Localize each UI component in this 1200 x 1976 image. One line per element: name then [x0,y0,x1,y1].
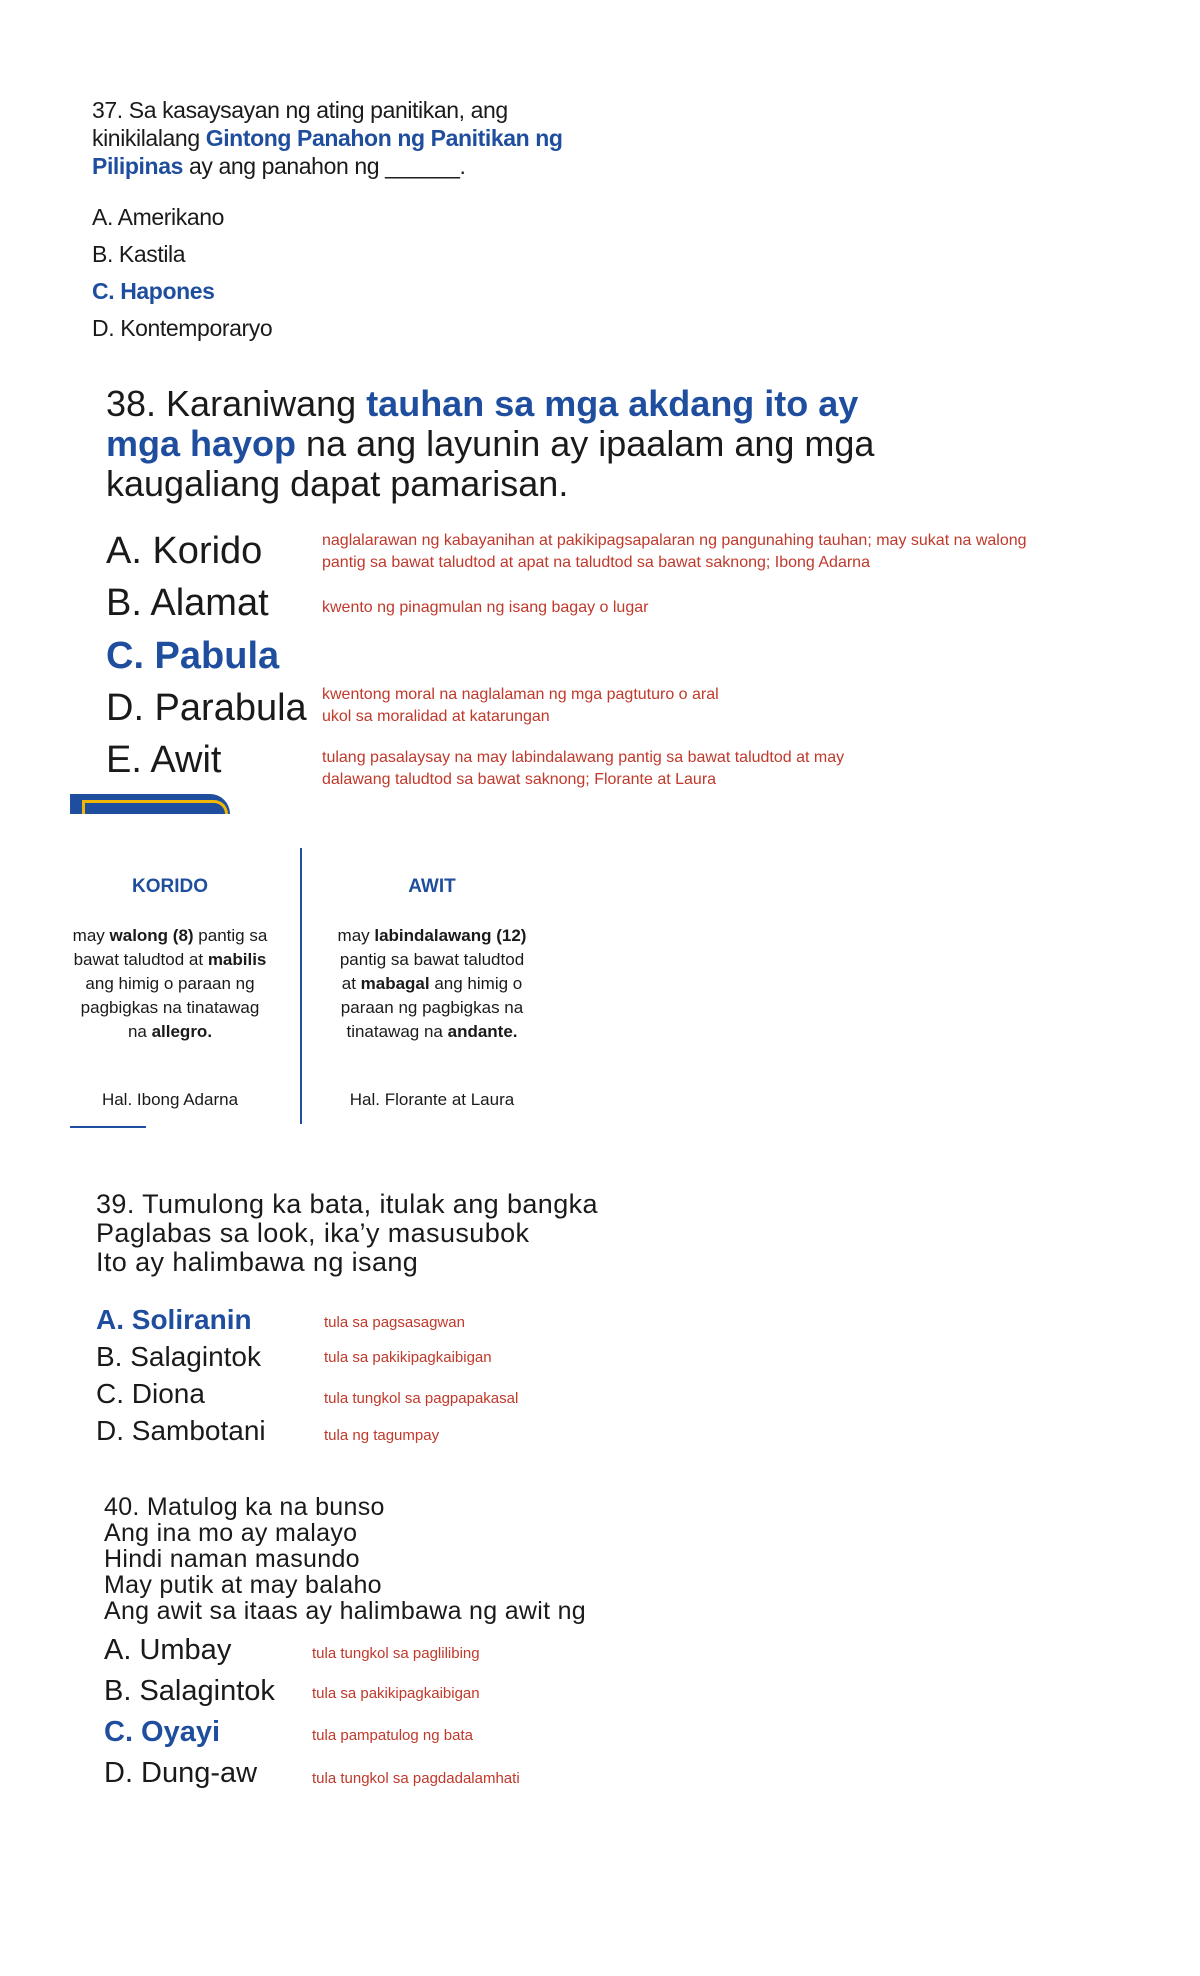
q40-note-a: tula tungkol sa paglilibing [312,1645,480,1662]
q38-stem-end: na ang layunin ay ipaalam ang mga kaugaliang dapat pamarisan. [106,423,875,504]
q40-line-5: Ang awit sa itaas ay halimbawa ng awit ng [104,1597,587,1625]
q38-option-b[interactable]: B. Alamat [106,582,269,624]
q38-note-d: kwentong moral na naglalaman ng mga pagtuturo o aral ukol sa moralidad at katarungan [322,686,719,725]
q39-note-b: tula sa pakikipagkaibigan [324,1349,492,1366]
q37-stem-text: 37. Sa kasaysayan ng ating panitikan, ang kinikilalang [92,97,508,151]
q38-stem-text: 38. Karaniwang [106,383,367,424]
q40-line-1: 40. Matulog ka na bunso [104,1493,385,1521]
q39-note-a: tula sa pagsasagwan [324,1314,465,1331]
q37-option-a[interactable]: A. Amerikano [92,204,224,230]
q39-note-d: tula ng tagumpay [324,1427,440,1444]
question-37-stem [92,96,612,180]
q37-stem-end: ay ang panahon ng ______. [182,153,466,179]
q38-option-e[interactable]: E. Awit [106,739,222,781]
q40-line-2: Ang ina mo ay malayo [104,1519,358,1547]
q40-option-d[interactable]: D. Dung-aw [104,1757,258,1789]
q37-option-d[interactable]: D. Kontemporaryo [92,315,273,341]
korido-heading: KORIDO [132,876,208,897]
q39-line-1: 39. Tumulong ka bata, itulak ang bangka [96,1189,598,1219]
q39-option-b[interactable]: B. Salagintok [96,1341,261,1372]
q39-line-3: Ito ay halimbawa ng isang [96,1247,419,1277]
q40-line-4: May putik at may balaho [104,1571,382,1599]
awit-description: may labindalawang (12) pantig sa bawat taludtod at mabagal ang himig o paraan ng pagbigkas na tinatawag na andante. [337,926,527,1041]
question-38-stem [106,384,906,504]
q39-option-c[interactable]: C. Diona [96,1378,205,1409]
q39-option-d[interactable]: D. Sambotani [96,1415,266,1446]
q39-option-a-answer[interactable]: A. Soliranin [96,1304,252,1335]
q38-note-a: naglalarawan ng kabayanihan at pakikipagsapalaran ng pangunahing tauhan; may sukat na walong pantig sa bawat taludtod at apat na taludtod sa bawat saknong; Ibong Adarna [322,532,1027,571]
question-39-stem [96,1190,796,1277]
q37-option-c-answer[interactable]: C. Hapones [92,278,215,304]
q38-note-e: tulang pasalaysay na may labindalawang pantig sa bawat taludtod at may dalawang taludtod sa bawat saknong; Florante at Laura [322,749,845,788]
q37-highlight: Gintong Panahon ng Panitikan ng Pilipinas [92,125,563,179]
q38-option-d[interactable]: D. Parabula [106,687,307,729]
q38-highlight: tauhan sa mga akdang ito ay mga hayop [106,383,859,464]
q40-note-d: tula tungkol sa pagdadalamhati [312,1770,520,1787]
korido-description: may walong (8) pantig sa bawat taludtod at mabilis ang himig o paraan ng pagbigkas na tinatawag na allegro. [72,926,268,1041]
awit-example: Hal. Florante at Laura [349,1090,515,1109]
q39-line-2: Paglabas sa look, ika’y masusubok [96,1218,530,1248]
q39-note-c: tula tungkol sa pagpapakasal [324,1390,519,1407]
decorative-banner-fragment [70,794,230,814]
table-underline [70,1126,146,1128]
korido-example: Hal. Ibong Adarna [101,1090,239,1109]
q38-note-b: kwento ng pinagmulan ng isang bagay o lugar [322,599,649,616]
table-divider [300,848,302,1124]
q40-option-a[interactable]: A. Umbay [104,1634,232,1666]
question-40-stem [104,1494,804,1624]
q37-option-b[interactable]: B. Kastila [92,241,186,267]
q38-option-c-answer[interactable]: C. Pabula [106,635,280,677]
q38-option-a[interactable]: A. Korido [106,530,263,572]
awit-heading: AWIT [408,876,456,897]
q40-option-c-answer[interactable]: C. Oyayi [104,1716,221,1748]
q40-note-b: tula sa pakikipagkaibigan [312,1685,480,1702]
q40-note-c: tula pampatulog ng bata [312,1727,473,1744]
q40-line-3: Hindi naman masundo [104,1545,360,1573]
q40-option-b[interactable]: B. Salagintok [104,1675,275,1707]
